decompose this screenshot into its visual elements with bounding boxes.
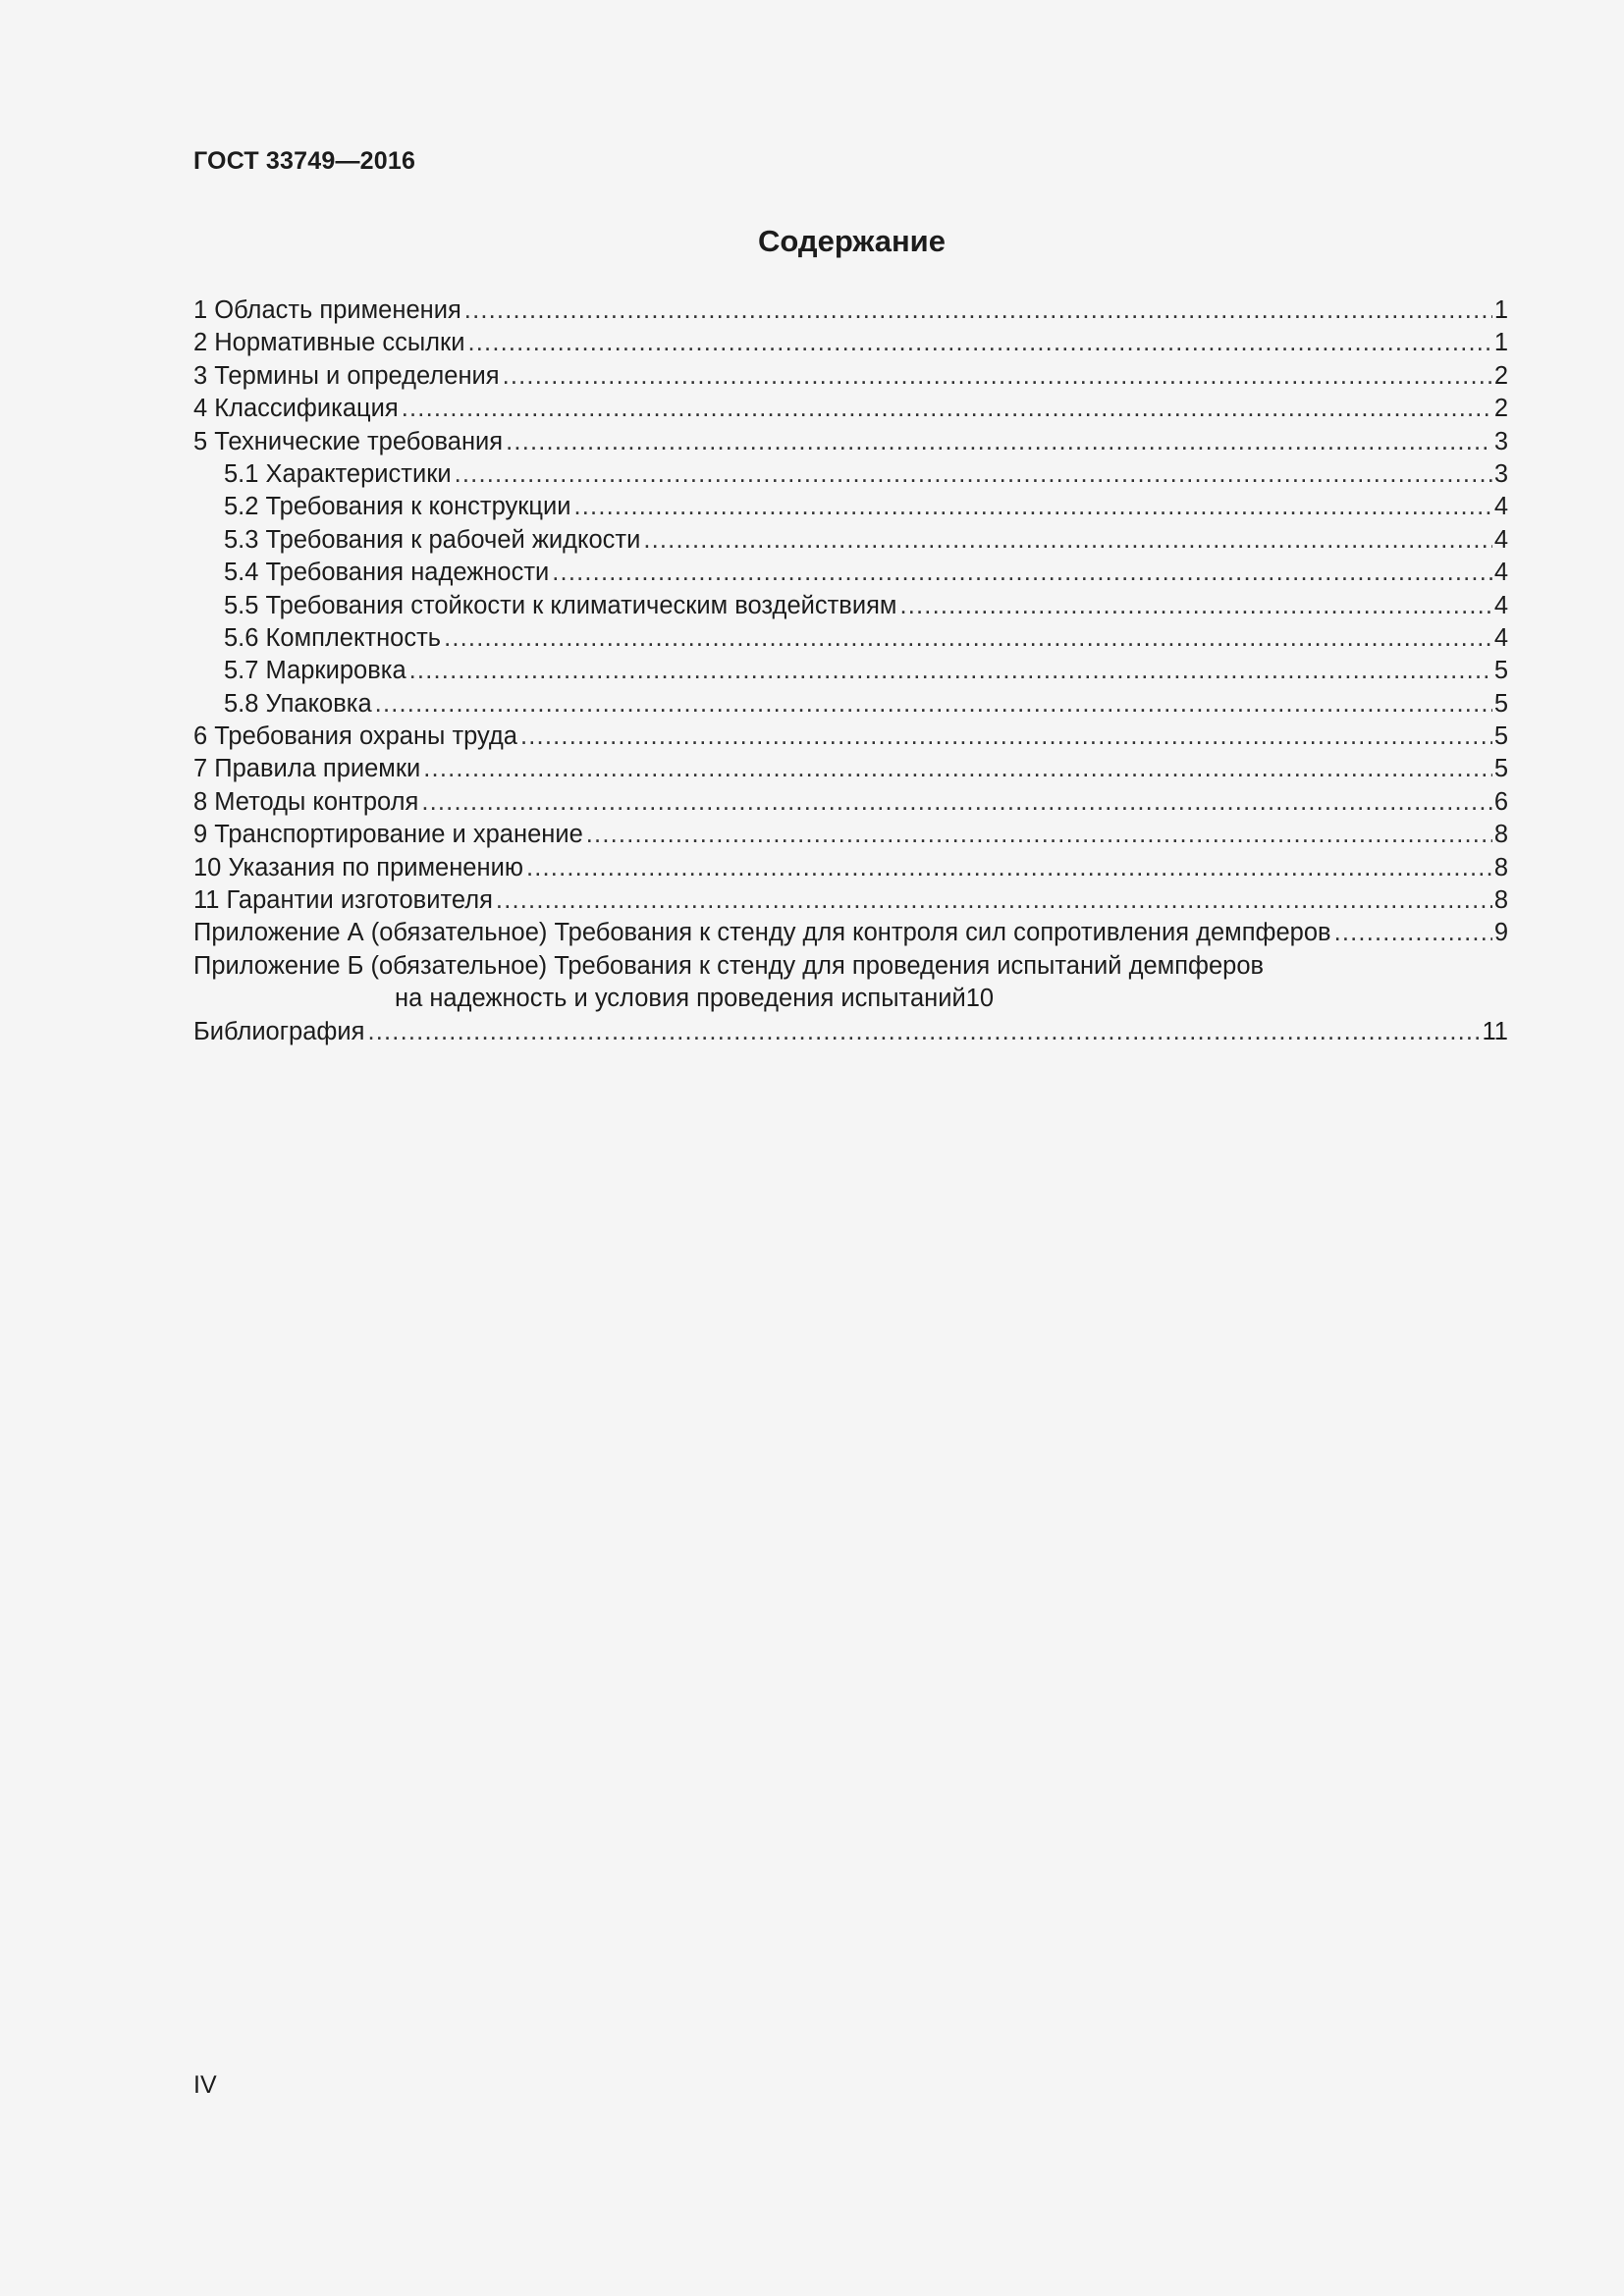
toc-entry[interactable] [193, 360, 1508, 393]
toc-entry[interactable] [193, 294, 1508, 327]
toc-entry-page: 3 [1493, 427, 1508, 455]
toc-entry-page: 10 [965, 985, 995, 1013]
toc-entry-page: 1 [1493, 329, 1508, 357]
toc-entry-label: 1 Область применения [193, 296, 461, 324]
toc-entry-label: 5.8 Упаковка [224, 689, 372, 718]
dot-leader [467, 327, 1491, 359]
dot-leader [520, 721, 1492, 753]
toc-entry-page: 6 [1493, 787, 1508, 816]
toc-entry[interactable] [193, 786, 1508, 819]
dot-leader [455, 458, 1492, 491]
toc-subentry[interactable] [193, 688, 1508, 721]
toc-entry-page: 11 [1482, 1017, 1508, 1045]
toc-entry-label: Приложение А (обязательное) Требования к стенду для контроля сил сопротивления демпферов [193, 919, 1331, 947]
dot-leader [586, 819, 1492, 851]
toc-entry-label: 11 Гарантии изготовителя [193, 886, 493, 915]
toc-entry-page: 2 [1493, 361, 1508, 390]
toc-entry-appendix-b[interactable] [193, 950, 1508, 1016]
toc-entry-label: 5.2 Требования к конструкции [224, 493, 571, 521]
dot-leader [402, 393, 1492, 425]
document-number: ГОСТ 33749—2016 [193, 147, 416, 175]
toc-entry-page: 4 [1493, 525, 1508, 554]
dot-leader [496, 884, 1492, 917]
dot-leader [367, 1016, 1480, 1048]
dot-leader [423, 753, 1492, 785]
toc-entry-label: 5.6 Комплектность [224, 623, 442, 652]
toc-entry-page: 2 [1493, 395, 1508, 423]
dot-leader [506, 426, 1492, 458]
toc-entry-label: 5.5 Требования стойкости к климатическим воздействиям [224, 591, 897, 619]
dot-leader [444, 622, 1492, 655]
dot-leader [464, 294, 1492, 327]
toc-subentry[interactable] [193, 458, 1508, 491]
dot-leader [1334, 917, 1492, 949]
toc-entry-page: 8 [1493, 886, 1508, 915]
toc-entry[interactable] [193, 819, 1508, 851]
toc-entry-label: 5.3 Требования к рабочей жидкости [224, 525, 641, 554]
dot-leader [643, 524, 1492, 557]
toc-entry-label: 6 Требования охраны труда [193, 722, 517, 751]
toc-entry-label: 7 Правила приемки [193, 755, 421, 783]
toc-entry-label: 5.7 Маркировка [224, 657, 406, 685]
toc-entry[interactable] [193, 884, 1508, 917]
page-folio: IV [193, 2071, 217, 2099]
dot-leader [526, 852, 1492, 884]
toc-entry[interactable] [193, 393, 1508, 425]
toc-entry[interactable] [193, 327, 1508, 359]
toc-entry-page: 1 [1493, 296, 1508, 324]
dot-leader [421, 786, 1491, 819]
toc-entry-label: 10 Указания по применению [193, 853, 523, 881]
toc-entry[interactable] [193, 753, 1508, 785]
toc-subentry[interactable] [193, 590, 1508, 622]
dot-leader [375, 688, 1492, 721]
toc-title: Содержание [758, 224, 946, 258]
toc-entry-appendix-a[interactable] [193, 917, 1508, 949]
toc-entry-bibliography[interactable] [193, 1016, 1508, 1048]
dot-leader [573, 491, 1491, 523]
toc-entry[interactable] [193, 852, 1508, 884]
toc-entry-continuation [193, 983, 1508, 1015]
table-of-contents [193, 294, 1508, 1048]
toc-entry-label: 3 Термины и определения [193, 361, 500, 390]
toc-entry-page: 3 [1493, 459, 1508, 488]
toc-entry-page: 9 [1493, 919, 1508, 947]
toc-entry-page: 4 [1493, 623, 1508, 652]
toc-entry-page: 4 [1493, 591, 1508, 619]
toc-subentry[interactable] [193, 655, 1508, 687]
toc-entry-page: 8 [1493, 821, 1508, 849]
dot-leader [552, 557, 1492, 589]
toc-entry-label: 2 Нормативные ссылки [193, 329, 465, 357]
toc-entry[interactable] [193, 426, 1508, 458]
toc-subentry[interactable] [193, 622, 1508, 655]
toc-entry-page: 4 [1493, 559, 1508, 587]
toc-entry-label-continued: на надежность и условия проведения испытаний [395, 985, 966, 1013]
toc-entry-label: 8 Методы контроля [193, 787, 419, 816]
toc-entry-page: 5 [1493, 657, 1508, 685]
toc-entry-page: 4 [1493, 493, 1508, 521]
toc-subentry[interactable] [193, 557, 1508, 589]
toc-entry[interactable] [193, 721, 1508, 753]
toc-entry-label: Библиография [193, 1017, 365, 1045]
dot-leader [899, 590, 1491, 622]
toc-entry-label: 5.1 Характеристики [224, 459, 452, 488]
toc-entry-label: 4 Классификация [193, 395, 399, 423]
toc-entry-page: 5 [1493, 722, 1508, 751]
toc-entry-label: Приложение Б (обязательное) Требования к стенду для проведения испытаний демпферов [193, 951, 1265, 980]
toc-entry-label: 5 Технические требования [193, 427, 504, 455]
toc-entry-page: 5 [1493, 689, 1508, 718]
dot-leader [409, 655, 1492, 687]
toc-subentry[interactable] [193, 491, 1508, 523]
dot-leader [503, 360, 1492, 393]
toc-entry-label: 5.4 Требования надежности [224, 559, 550, 587]
toc-entry-page: 8 [1493, 853, 1508, 881]
toc-entry-label: 9 Транспортирование и хранение [193, 821, 583, 849]
toc-subentry[interactable] [193, 524, 1508, 557]
toc-entry-page: 5 [1493, 755, 1508, 783]
